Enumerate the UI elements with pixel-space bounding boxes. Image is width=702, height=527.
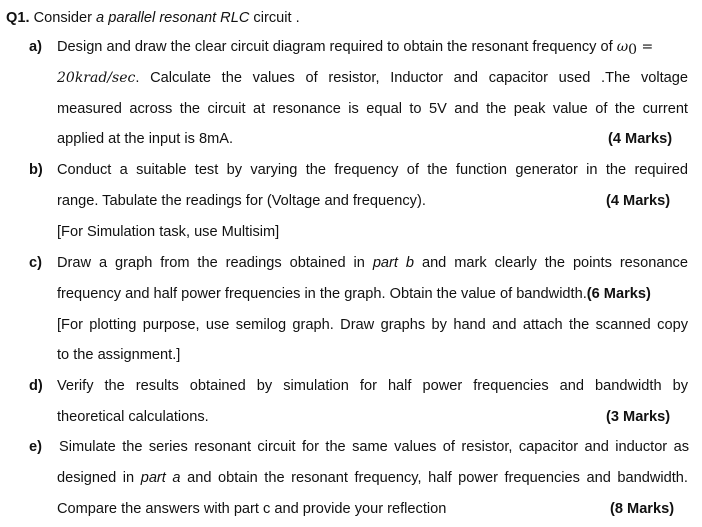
part-e-line-3: Compare the answers with part c and provide your reflection <box>57 501 447 517</box>
part-e-line-2-text-end: and obtain the resonant frequency, half power frequencies and bandwidth. <box>180 470 688 486</box>
part-d-marks: (3 Marks) <box>606 409 671 425</box>
resonant-frequency-value: 20krad/sec <box>57 70 136 86</box>
part-b-line-2: range. Tabulate the readings for (Voltage and frequency). <box>57 193 426 209</box>
part-a-line-2 <box>57 69 688 87</box>
part-c-line-1-text: Draw a graph from the readings obtained in <box>57 255 373 271</box>
question-heading <box>6 9 300 27</box>
question-intro-text-end: circuit . <box>249 10 300 26</box>
part-b-label: b) <box>29 162 43 178</box>
part-a-line-2-text: . Calculate the values of resistor, Inductor and capacitor used .The voltage <box>135 70 688 86</box>
part-e-label: e) <box>29 439 42 455</box>
part-e-line-2-italic: part a <box>140 470 181 486</box>
part-d-line-2: theoretical calculations. <box>57 409 209 425</box>
part-e-line-2-text: designed in <box>57 470 141 486</box>
part-d-line-1: Verify the results obtained by simulation for half power frequencies and bandwidth by <box>57 378 688 394</box>
part-c-marks: (6 Marks) <box>586 286 651 302</box>
omega-subscript: 0 <box>628 42 638 58</box>
part-a-line-4: applied at the input is 8mA. <box>57 131 234 147</box>
part-e-line-2 <box>57 469 688 487</box>
omega-symbol: ω <box>616 39 629 55</box>
part-b-line-3: [For Simulation task, use Multisim] <box>57 224 280 240</box>
part-c-label: c) <box>29 255 42 271</box>
part-b-marks: (4 Marks) <box>606 193 671 209</box>
question-intro-text: Consider <box>29 10 97 26</box>
part-c-line-2 <box>57 285 651 303</box>
part-c-line-1 <box>57 254 688 272</box>
part-e-line-1: Simulate the series resonant circuit for the same values of resistor, capacitor and inductor as <box>59 439 689 455</box>
part-a-line-1-text: Design and draw the clear circuit diagram required to obtain the resonant frequency of <box>57 39 617 55</box>
part-a-line-1 <box>57 38 653 56</box>
part-a-label: a) <box>29 39 42 55</box>
question-intro-italic: a parallel resonant RLC <box>96 10 250 26</box>
part-d-label: d) <box>29 378 43 394</box>
question-number: Q1. <box>6 10 30 26</box>
part-c-line-2-text: frequency and half power frequencies in the graph. Obtain the value of bandwidth. <box>57 286 587 302</box>
part-b-line-1: Conduct a suitable test by varying the frequency of the function generator in the required <box>57 162 688 178</box>
part-c-line-4: to the assignment.] <box>57 347 181 363</box>
part-c-line-1-italic: part b <box>372 255 415 271</box>
part-a-marks: (4 Marks) <box>608 131 673 147</box>
part-c-line-1-text-end: and mark clearly the points resonance <box>414 255 688 271</box>
equals-sign: = <box>637 39 654 55</box>
part-a-line-3: measured across the circuit at resonance is equal to 5V and the peak value of the current <box>57 101 688 117</box>
part-c-line-3: [For plotting purpose, use semilog graph. Draw graphs by hand and attach the scanned copy <box>57 317 688 333</box>
part-e-marks: (8 Marks) <box>610 501 675 517</box>
